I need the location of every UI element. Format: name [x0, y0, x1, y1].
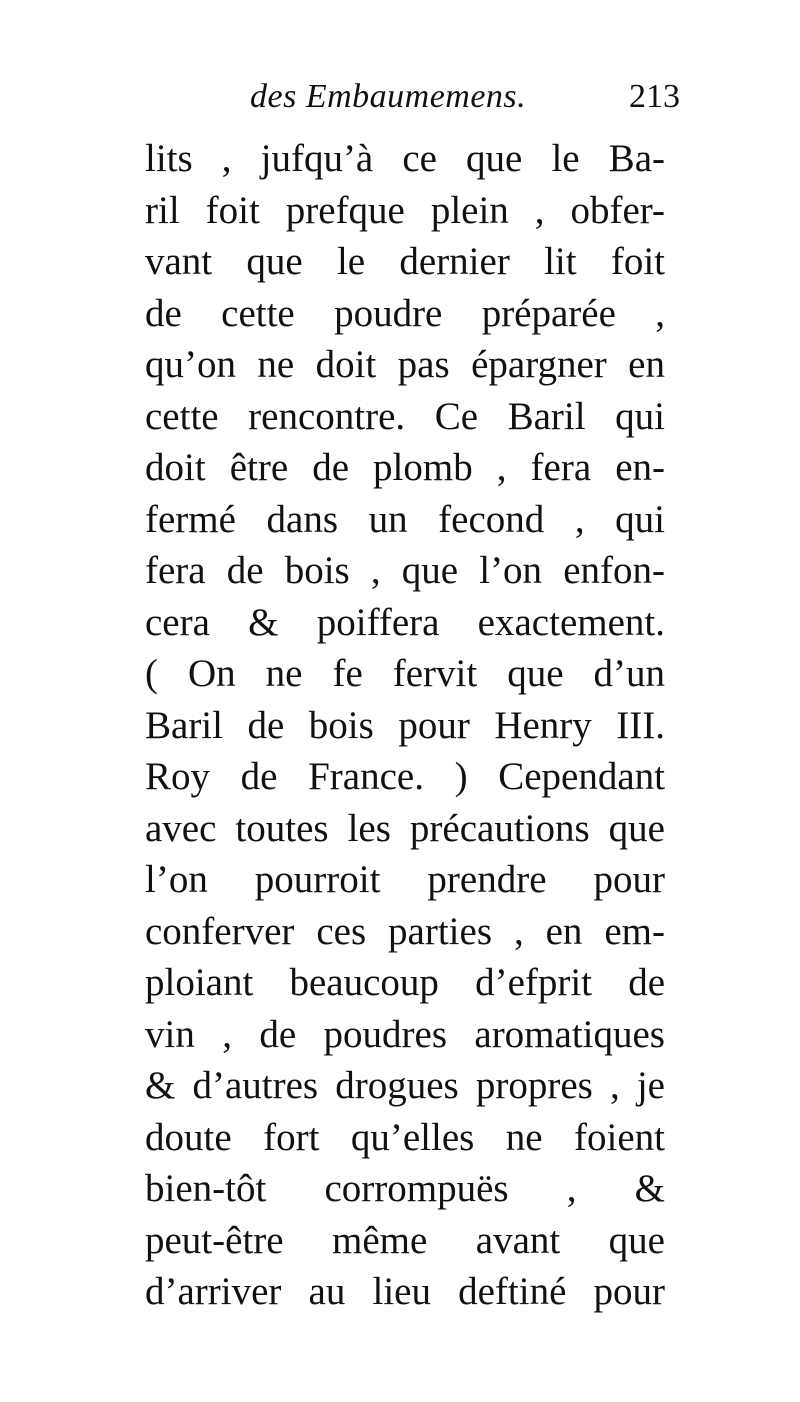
text-line: doute fort qu’elles ne foient — [145, 1115, 665, 1159]
text-line: Roy de France. ) Cependant — [145, 755, 665, 798]
text-line: de cette poudre préparée , — [145, 291, 665, 335]
text-line: bien-tôt corrompuës , & — [145, 1167, 665, 1210]
text-line: & d’autres drogues propres , je — [145, 1064, 665, 1107]
text-line: cette rencontre. Ce Baril qui — [145, 394, 665, 438]
text-line: Baril de bois pour Henry III. — [145, 703, 665, 747]
text-line: conferver ces parties , en em- — [145, 909, 665, 953]
text-line: peut-être même avant que — [145, 1218, 665, 1262]
running-head — [250, 78, 680, 130]
text-line: vin , de poudres aromatiques — [145, 1012, 665, 1056]
text-line: cera & poiffera exactement. — [145, 600, 665, 644]
text-line: d’arriver au lieu deftiné pour — [145, 1270, 665, 1313]
text-line: fera de bois , que l’on enfon- — [145, 549, 665, 592]
text-line: ril foit prefque plein , obfer- — [145, 188, 665, 232]
text-line: lits , jufqu’à ce que le Ba- — [145, 137, 665, 180]
text-line: ( On ne fe fervit que d’un — [145, 652, 665, 695]
text-line: vant que le dernier lit foit — [145, 240, 665, 283]
text-line: avec toutes les précautions que — [145, 806, 665, 850]
text-line: ploiant beaucoup d’efprit de — [145, 961, 665, 1004]
text-line: qu’on ne doit pas épargner en — [145, 343, 665, 386]
body-text — [145, 133, 665, 1318]
running-title: des Embaumemens. — [250, 78, 527, 115]
page-number: 213 — [629, 78, 680, 115]
text-line: doit être de plomb , fera en- — [145, 446, 665, 489]
text-line: fermé dans un fecond , qui — [145, 497, 665, 541]
text-line: l’on pourroit prendre pour — [145, 858, 665, 901]
